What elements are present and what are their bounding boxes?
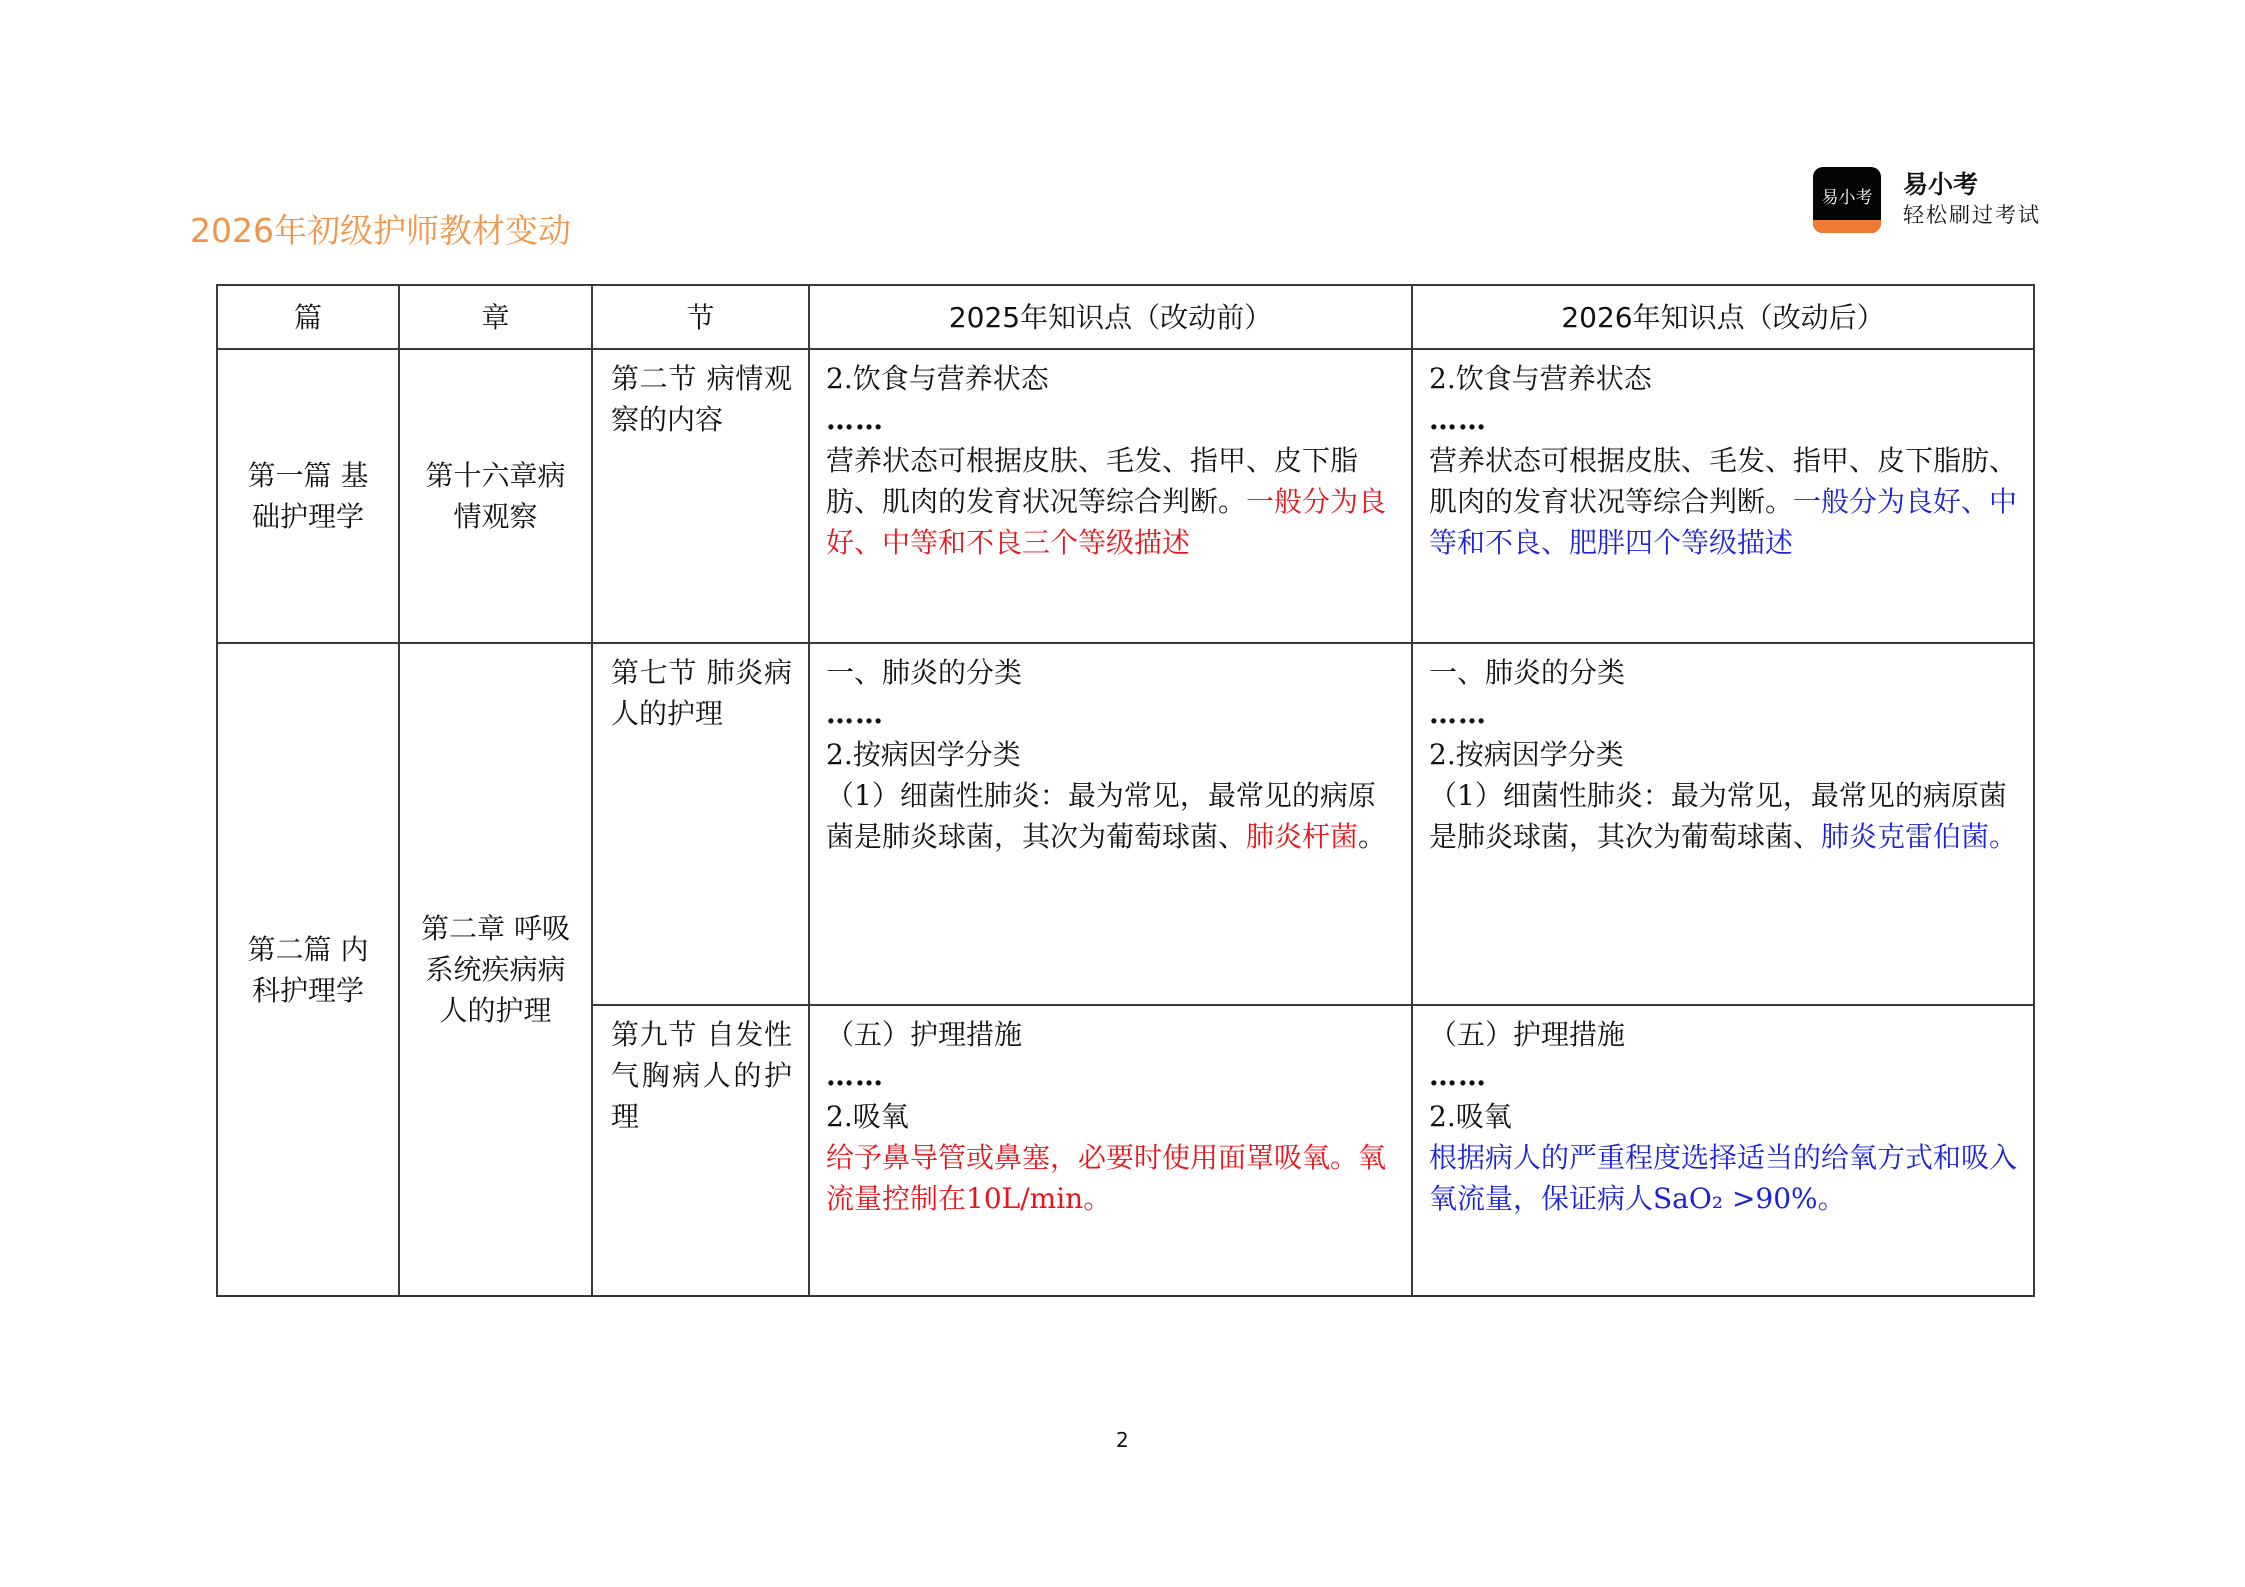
changes-table (216, 284, 2035, 1297)
new-knowledge-cell (1412, 349, 2034, 643)
new-changed-text: 一般分为良好、中等和不良、肥胖四个等级描述 (1429, 485, 2018, 559)
new-text: （1）细菌性肺炎：最为常见，最常见的病原菌是肺炎球菌，其次为葡萄球菌、 (1429, 779, 2007, 853)
section-cell: 第七节 肺炎病人的护理 (592, 643, 809, 1005)
brand-text (1903, 170, 2041, 230)
app-logo-icon-text: 易小考 (1821, 188, 1873, 208)
old-heading: 2.饮食与营养状态 (826, 362, 1049, 395)
old-heading: （五）护理措施 (826, 1018, 1023, 1051)
old-changed-text: 肺炎杆菌 (1246, 820, 1359, 853)
ellipsis: …… (1429, 1059, 1487, 1092)
new-text: 营养状态可根据皮肤、毛发、指甲、皮下脂肪、肌肉的发育状况等综合判断。 (1429, 444, 2018, 518)
new-changed-text: 根据病人的严重程度选择适当的给氧方式和吸入氧流量，保证病人SaO₂ >90%。 (1429, 1141, 2018, 1215)
new-changed-text: 肺炎克雷伯菌。 (1821, 820, 2018, 853)
new-knowledge-cell (1412, 643, 2034, 1005)
new-heading: （五）护理措施 (1429, 1018, 1626, 1051)
app-logo-icon (1813, 167, 1881, 233)
ellipsis: …… (1429, 697, 1487, 730)
ellipsis: …… (826, 697, 884, 730)
old-text: （1）细菌性肺炎：最为常见，最常见的病原菌是肺炎球菌，其次为葡萄球菌、 (826, 779, 1376, 853)
old-text-tail: 。 (1358, 820, 1387, 853)
table-row (217, 643, 2034, 1005)
chapter-cell: 第十六章病情观察 (399, 349, 592, 643)
new-knowledge-cell (1412, 1005, 2034, 1296)
old-knowledge-cell (809, 643, 1412, 1005)
page-number: 2 (1116, 1428, 1129, 1452)
part-cell: 第一篇 基础护理学 (217, 349, 399, 643)
new-subheading: 2.按病因学分类 (1429, 738, 1624, 771)
brand-logo (1813, 167, 2041, 233)
header-old-knowledge: 2025年知识点（改动前） (809, 285, 1412, 349)
section-cell: 第二节 病情观察的内容 (592, 349, 809, 643)
logo-orange-band (1813, 220, 1881, 233)
new-heading: 2.饮食与营养状态 (1429, 362, 1652, 395)
ellipsis: …… (826, 1059, 884, 1092)
chapter-cell: 第二章 呼吸系统疾病病人的护理 (399, 643, 592, 1296)
section-cell: 第九节 自发性气胸病人的护理 (592, 1005, 809, 1296)
table-row (217, 349, 2034, 643)
old-changed-text: 给予鼻导管或鼻塞，必要时使用面罩吸氧。氧流量控制在10L/min。 (826, 1141, 1387, 1215)
document-title: 2026年初级护师教材变动 (190, 211, 571, 250)
header-new-knowledge: 2026年知识点（改动后） (1412, 285, 2034, 349)
old-subheading: 2.吸氧 (826, 1100, 909, 1133)
new-heading: 一、肺炎的分类 (1429, 656, 1626, 689)
old-heading: 一、肺炎的分类 (826, 656, 1023, 689)
old-changed-text: 一般分为良好、中等和不良三个等级描述 (826, 485, 1387, 559)
old-knowledge-cell (809, 1005, 1412, 1296)
new-subheading: 2.吸氧 (1429, 1100, 1512, 1133)
old-text: 营养状态可根据皮肤、毛发、指甲、皮下脂肪、肌肉的发育状况等综合判断。 (826, 444, 1359, 518)
ellipsis: …… (1429, 403, 1487, 436)
table-header-row (217, 285, 2034, 349)
brand-name: 易小考 (1903, 170, 1979, 199)
header-part: 篇 (217, 285, 399, 349)
header-section: 节 (592, 285, 809, 349)
old-knowledge-cell (809, 349, 1412, 643)
brand-tagline: 轻松刷过考试 (1903, 203, 2041, 227)
old-subheading: 2.按病因学分类 (826, 738, 1021, 771)
part-cell: 第二篇 内科护理学 (217, 643, 399, 1296)
ellipsis: …… (826, 403, 884, 436)
header-chapter: 章 (399, 285, 592, 349)
